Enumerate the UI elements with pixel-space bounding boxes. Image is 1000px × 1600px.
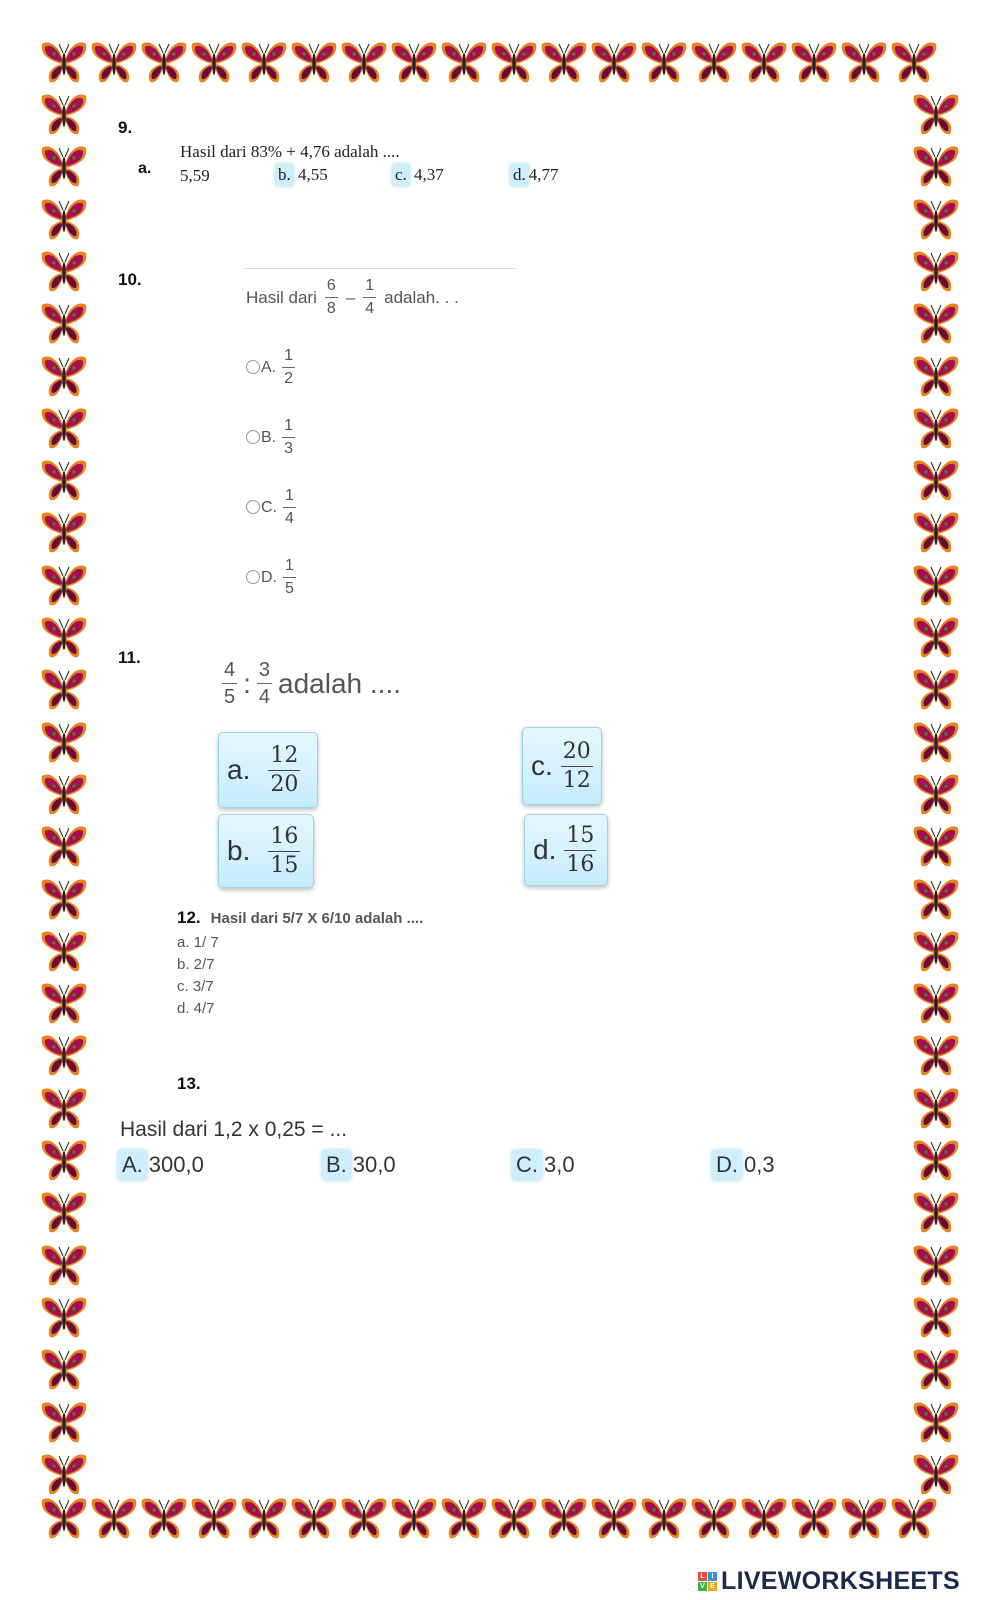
butterfly-icon	[890, 38, 938, 86]
q10-option-a-fraction	[282, 348, 295, 387]
butterfly-icon	[40, 142, 88, 190]
butterfly-icon	[912, 822, 960, 870]
q13-option-c[interactable]	[512, 1150, 575, 1180]
q10-option-b-label: B.	[261, 428, 277, 446]
q10-option-a-den: 2	[284, 370, 294, 387]
butterfly-icon	[440, 1494, 488, 1542]
q11-fraction-1	[222, 660, 237, 707]
q11-operator: :	[243, 667, 251, 699]
q9-option-c[interactable]	[392, 164, 444, 186]
q12-option-d[interactable]: d. 4/7	[177, 1000, 215, 1017]
butterfly-icon	[912, 665, 960, 713]
butterfly-icon	[240, 38, 288, 86]
q11-option-b-label: b.	[227, 835, 251, 866]
q11-option-c-den: 12	[562, 767, 591, 793]
butterfly-icon	[40, 404, 88, 452]
butterfly-icon	[40, 718, 88, 766]
q11-option-d-den: 16	[566, 851, 595, 877]
q10-option-a-label: A.	[261, 358, 277, 376]
butterfly-icon	[912, 718, 960, 766]
butterfly-icon	[40, 299, 88, 347]
q10-f1-den: 8	[326, 300, 336, 317]
butterfly-icon	[912, 1450, 960, 1498]
radio-icon[interactable]	[246, 360, 260, 374]
q11-option-b-den: 15	[270, 852, 299, 878]
q10-f2-num: 1	[365, 277, 375, 294]
butterfly-icon	[140, 38, 188, 86]
q13-option-a-value: 300,0	[148, 1152, 204, 1177]
q10-suffix: adalah. . .	[384, 287, 459, 307]
butterfly-icon	[912, 1241, 960, 1289]
butterfly-icon	[90, 1494, 138, 1542]
q10-option-d[interactable]	[246, 558, 296, 597]
q11-option-b-num: 16	[270, 823, 299, 849]
q11-f2-den: 4	[258, 686, 271, 708]
butterfly-icon	[640, 38, 688, 86]
butterfly-icon	[40, 456, 88, 504]
logo-text: LIVEWORKSHEETS	[721, 1567, 960, 1595]
butterfly-icon	[790, 1494, 838, 1542]
q12-number: 12.	[177, 908, 201, 927]
q10-divider	[245, 268, 515, 269]
butterfly-icon	[40, 875, 88, 923]
q10-option-d-label: D.	[261, 568, 277, 586]
butterfly-icon	[40, 1450, 88, 1498]
butterfly-icon	[912, 1345, 960, 1393]
q11-f1-den: 5	[224, 686, 236, 708]
q11-suffix: adalah ....	[278, 667, 402, 699]
q10-fraction-1	[325, 278, 338, 317]
butterfly-icon	[912, 456, 960, 504]
butterfly-icon	[912, 247, 960, 295]
butterfly-icon	[40, 1293, 88, 1341]
q10-option-c-num: 1	[285, 487, 294, 504]
q11-option-d-num: 15	[566, 822, 595, 848]
butterfly-icon	[912, 352, 960, 400]
q10-option-b[interactable]	[246, 418, 295, 457]
q10-prefix: Hasil dari	[246, 287, 317, 307]
q9-option-c-value: 4,37	[414, 165, 444, 184]
butterfly-icon	[912, 561, 960, 609]
q11-option-a-label: a.	[227, 754, 251, 785]
butterfly-icon	[840, 1494, 888, 1542]
butterfly-icon	[912, 875, 960, 923]
butterfly-icon	[290, 38, 338, 86]
q11-option-d-fraction	[564, 822, 596, 877]
q11-option-c-fraction	[561, 738, 593, 793]
q13-option-c-label: C.	[512, 1150, 542, 1180]
q12-option-c[interactable]: c. 3/7	[177, 978, 214, 995]
butterfly-icon	[912, 1293, 960, 1341]
q10-option-d-fraction	[283, 558, 296, 597]
q10-question	[246, 278, 459, 317]
q11-f2-num: 3	[258, 659, 271, 681]
butterfly-icon	[40, 822, 88, 870]
butterfly-icon	[912, 404, 960, 452]
butterfly-icon	[840, 38, 888, 86]
butterfly-icon	[40, 979, 88, 1027]
q13-question: Hasil dari 1,2 x 0,25 = ...	[120, 1118, 348, 1141]
q13-number: 13.	[177, 1074, 201, 1093]
butterfly-icon	[390, 38, 438, 86]
butterfly-icon	[912, 1188, 960, 1236]
butterfly-icon	[912, 770, 960, 818]
q9-option-c-label: c.	[392, 164, 410, 186]
butterfly-icon	[590, 1494, 638, 1542]
q10-number: 10.	[118, 270, 142, 289]
butterfly-icon	[790, 38, 838, 86]
q9-option-b-label: b.	[275, 164, 294, 186]
q11-option-d[interactable]	[524, 814, 608, 886]
butterfly-icon	[912, 613, 960, 661]
q10-option-c-label: C.	[261, 498, 277, 516]
q11-option-a[interactable]	[218, 732, 318, 808]
butterfly-icon	[912, 1031, 960, 1079]
q9-option-d-label: d.	[510, 164, 529, 186]
q11-question	[222, 660, 401, 707]
butterfly-icon	[490, 1494, 538, 1542]
q10-operator: –	[345, 287, 356, 307]
butterfly-icon	[40, 1031, 88, 1079]
butterfly-icon	[640, 1494, 688, 1542]
butterfly-icon	[40, 770, 88, 818]
q13-option-d-label: D.	[712, 1150, 742, 1180]
q12-question: Hasil dari 5/7 X 6/10 adalah ....	[210, 910, 424, 927]
butterfly-icon	[912, 142, 960, 190]
q9-number: 9.	[118, 118, 133, 137]
butterfly-icon	[40, 38, 88, 86]
q10-f2-den: 4	[365, 300, 375, 317]
q11-option-a-num: 12	[270, 742, 299, 768]
butterfly-icon	[40, 1084, 88, 1132]
q10-option-c[interactable]	[246, 488, 296, 527]
butterfly-icon	[912, 508, 960, 556]
q11-option-b[interactable]	[218, 814, 314, 888]
butterfly-icon	[740, 1494, 788, 1542]
q13-option-d-value: 0,3	[744, 1152, 775, 1177]
q11-option-c-num: 20	[562, 738, 591, 764]
butterfly-icon	[40, 1398, 88, 1446]
q10-option-b-num: 1	[284, 417, 294, 434]
radio-icon[interactable]	[246, 430, 260, 444]
q10-f1-num: 6	[326, 277, 336, 294]
q13-option-b[interactable]	[322, 1150, 396, 1180]
butterfly-icon	[140, 1494, 188, 1542]
q10-option-c-den: 4	[285, 510, 294, 527]
q11-option-c-label: c.	[531, 750, 553, 781]
butterfly-icon	[912, 1136, 960, 1184]
butterfly-icon	[440, 38, 488, 86]
q9-option-b-value: 4,55	[298, 165, 328, 184]
butterfly-icon	[912, 195, 960, 243]
q11-option-a-fraction	[268, 742, 300, 797]
butterfly-icon	[40, 561, 88, 609]
q13-option-a-label: A.	[118, 1150, 147, 1180]
q9-option-d[interactable]	[510, 164, 559, 186]
q11-option-c[interactable]	[522, 727, 602, 805]
butterfly-icon	[540, 1494, 588, 1542]
radio-icon[interactable]	[246, 500, 260, 514]
butterfly-icon	[40, 247, 88, 295]
butterfly-icon	[340, 1494, 388, 1542]
q11-fraction-2	[257, 660, 272, 707]
butterfly-icon	[40, 1136, 88, 1184]
butterfly-icon	[540, 38, 588, 86]
butterfly-icon	[912, 927, 960, 975]
butterfly-icon	[590, 38, 638, 86]
butterfly-icon	[40, 1188, 88, 1236]
butterfly-icon	[190, 1494, 238, 1542]
butterfly-icon	[190, 38, 238, 86]
butterfly-icon	[40, 927, 88, 975]
q10-option-b-fraction	[282, 418, 295, 457]
butterfly-icon	[40, 508, 88, 556]
butterfly-icon	[390, 1494, 438, 1542]
butterfly-icon	[40, 1345, 88, 1393]
q13-option-b-label: B.	[322, 1150, 351, 1180]
butterfly-icon	[912, 1084, 960, 1132]
q11-number: 11.	[118, 648, 141, 667]
butterfly-icon	[40, 1494, 88, 1542]
logo-icon: L I V E	[698, 1572, 717, 1591]
q9-option-b[interactable]	[275, 164, 328, 186]
butterfly-icon	[912, 1398, 960, 1446]
q10-option-d-num: 1	[285, 557, 294, 574]
radio-icon[interactable]	[246, 570, 260, 584]
q12-option-a[interactable]: a. 1/ 7	[177, 934, 219, 951]
q13-option-c-value: 3,0	[544, 1152, 575, 1177]
butterfly-icon	[690, 1494, 738, 1542]
q10-option-b-den: 3	[284, 440, 294, 457]
butterfly-icon	[40, 613, 88, 661]
q11-option-b-fraction	[268, 823, 300, 878]
butterfly-icon	[290, 1494, 338, 1542]
q11-option-a-den: 20	[270, 771, 299, 797]
butterfly-icon	[40, 195, 88, 243]
butterfly-icon	[340, 38, 388, 86]
butterfly-icon	[690, 38, 738, 86]
butterfly-icon	[90, 38, 138, 86]
q12-header	[177, 908, 423, 928]
q11-option-d-label: d.	[533, 834, 557, 865]
liveworksheets-logo[interactable]	[698, 1567, 960, 1596]
q11-f1-num: 4	[224, 659, 236, 681]
q12-option-b[interactable]: b. 2/7	[177, 956, 215, 973]
butterfly-icon	[40, 665, 88, 713]
butterfly-icon	[912, 90, 960, 138]
butterfly-icon	[912, 979, 960, 1027]
q10-fraction-2	[363, 278, 376, 317]
q13-option-d[interactable]	[712, 1150, 775, 1180]
q10-option-d-den: 5	[285, 580, 294, 597]
butterfly-icon	[912, 299, 960, 347]
q13-option-a[interactable]	[118, 1150, 204, 1180]
butterfly-icon	[740, 38, 788, 86]
q9-option-d-value: 4,77	[528, 165, 559, 184]
q13-option-b-value: 30,0	[352, 1152, 396, 1177]
butterfly-icon	[490, 38, 538, 86]
q9-label-a: a.	[138, 160, 152, 177]
butterfly-icon	[40, 1241, 88, 1289]
butterfly-icon	[890, 1494, 938, 1542]
q10-option-a-num: 1	[284, 347, 294, 364]
q10-option-c-fraction	[283, 488, 296, 527]
q10-option-a[interactable]	[246, 348, 295, 387]
butterfly-icon	[40, 352, 88, 400]
butterfly-icon	[40, 90, 88, 138]
q9-option-a[interactable]: 5,59	[180, 166, 210, 185]
butterfly-icon	[240, 1494, 288, 1542]
q9-question: Hasil dari 83% + 4,76 adalah ....	[180, 142, 400, 161]
